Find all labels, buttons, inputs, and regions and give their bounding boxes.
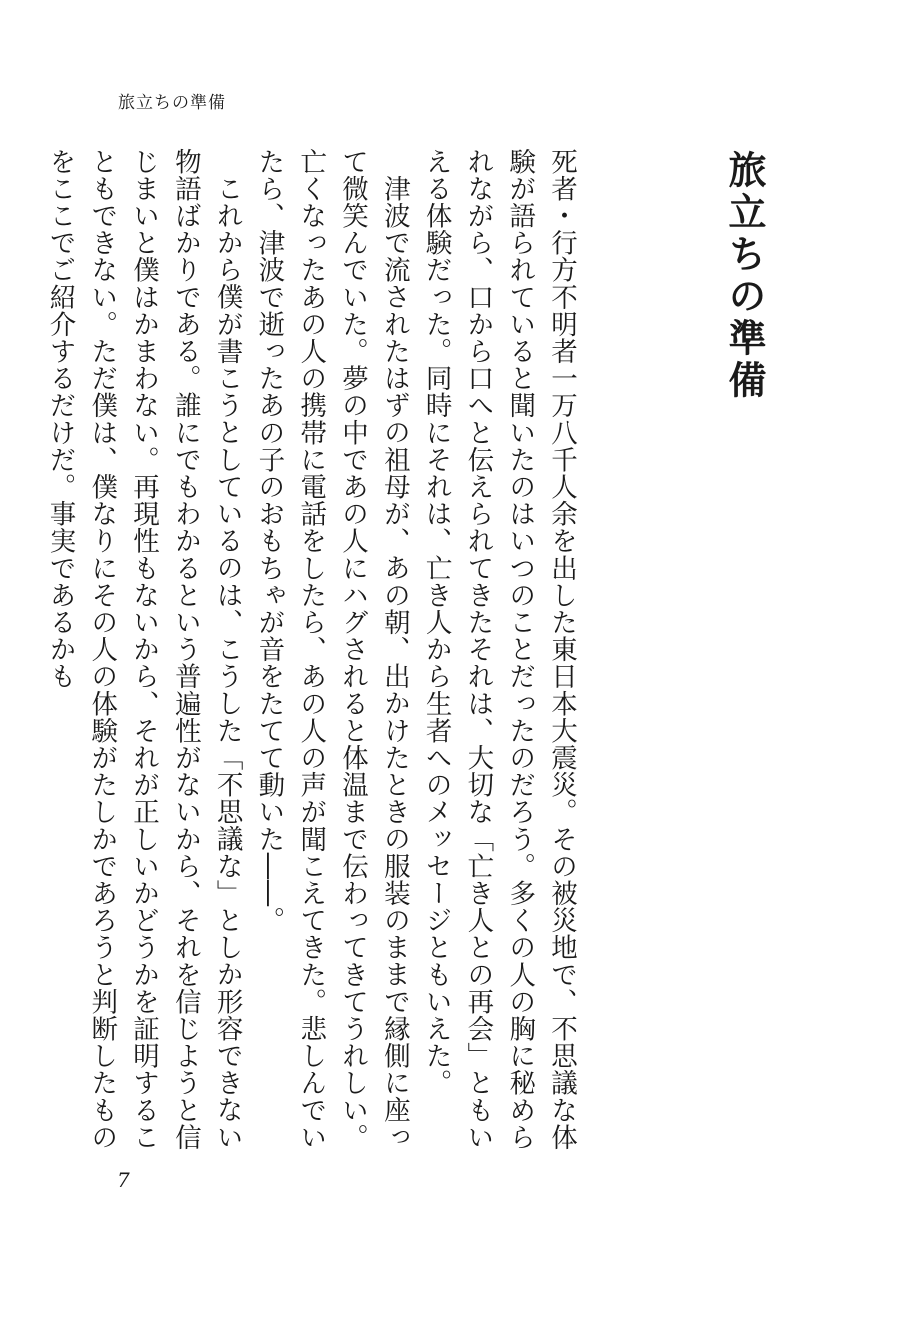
chapter-title: 旅立ちの準備 bbox=[722, 150, 766, 402]
running-head: 旅立ちの準備 bbox=[118, 93, 226, 113]
paragraph-2: 津波で流されたはずの祖母が、あの朝、出かけたときの服装のままで縁側に座って微笑んでいた。夢の中であの人にハグされると体温まで伝わってきてうれしい。亡くなったあの人の携帯に電話をしたら、あの人の声が聞こえてきた。悲しんでいたら、津波で逝ったあの子のおもちゃが音をたてて動いた――。 bbox=[253, 148, 410, 1151]
paragraph-3: これから僕が書こうとしているのは、こうした「不思議な」としか形容できない物語ばかりである。誰にでもわかるという普遍性がないから、それを信じようと信じまいと僕はかまわない。再現性もないから、それが正しいかどうかを証明することもできない。ただ僕は、僕なりにその人の体験がたしかであろうと判断したものをここでご紹介するだけだ。事実であるかも bbox=[44, 148, 243, 1151]
paragraph-1: 死者・行方不明者一万八千人余を出した東日本大震災。その被災地で、不思議な体験が語られていると聞いたのはいつのことだったのだろう。多くの人の胸に秘められながら、口から口へと伝えられてきたそれは、大切な「亡き人との再会」ともいえる体験だった。同時にそれは、亡き人から生者へのメッセージともいえた。 bbox=[420, 148, 577, 1151]
body-text bbox=[39, 148, 582, 1158]
page-number: 7 bbox=[117, 1168, 130, 1192]
